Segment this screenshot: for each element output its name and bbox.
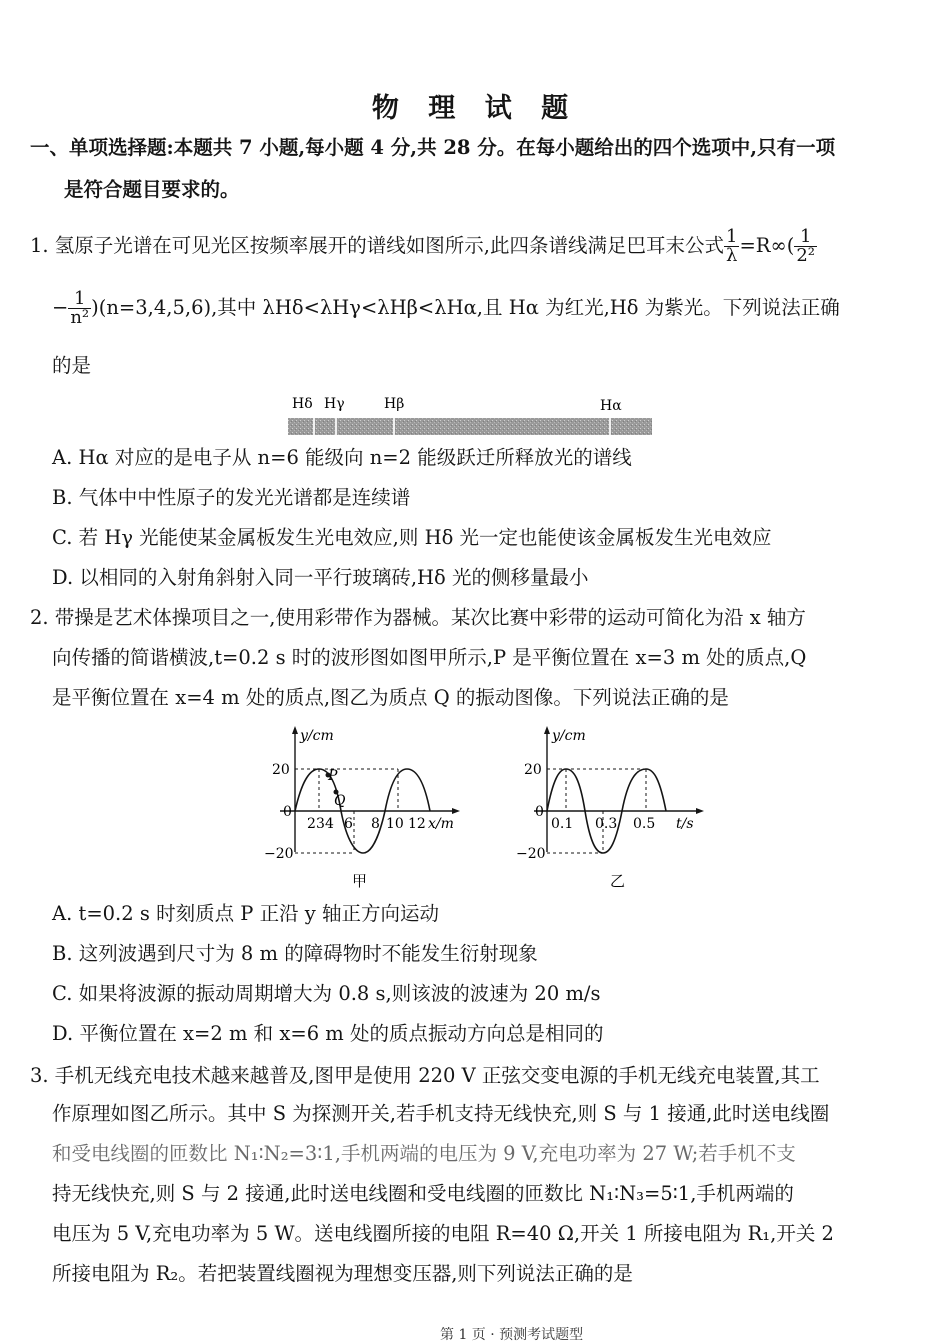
q1-option-b: B. 气体中中性原子的发光光谱都是连续谱 (52, 486, 411, 509)
q2-option-c: C. 如果将波源的振动周期增大为 0.8 s,则该波的波速为 20 m/s (52, 982, 601, 1005)
q1-option-c: C. 若 Hγ 光能使某金属板发生光电效应,则 Hδ 光一定也能使该金属板发生光电效应 (52, 526, 772, 549)
spectrum-label-h-alpha: Hα (600, 398, 622, 414)
jia-x-tick-6: 6 (344, 816, 353, 832)
jia-x-axis-label: x/m (428, 816, 454, 832)
q2-stem-line3: 是平衡位置在 x=4 m 处的质点,图乙为质点 Q 的振动图像。下列说法正确的是 (52, 686, 729, 709)
q2-option-a: A. t=0.2 s 时刻质点 P 正沿 y 轴正方向运动 (52, 902, 440, 925)
q1-stem-text2: )(n=3,4,5,6),其中 λHδ<λHγ<λHβ<λHα,且 Hα 为红光,Hδ 为紫光。下列说法正确 (91, 296, 840, 319)
spectrum-label-h-gamma: Hγ (324, 396, 345, 412)
jia-y-tick-20: 20 (272, 762, 290, 778)
q2-option-b: B. 这列波遇到尺寸为 8 m 的障碍物时不能发生衍射现象 (52, 942, 538, 965)
x-axis-arrow-icon (696, 808, 704, 814)
yi-y-tick-0: 0 (535, 804, 544, 820)
y-axis-arrow-icon (292, 726, 298, 734)
spectrum-label-h-beta: Hβ (384, 396, 405, 412)
q1-stem-line1 (30, 228, 817, 265)
yi-x-tick-0-5: 0.5 (633, 816, 656, 832)
yi-x-axis-label: t/s (676, 816, 694, 832)
q1-option-d: D. 以相同的入射角斜射入同一平行玻璃砖,Hδ 光的侧移量最小 (52, 566, 589, 589)
wave-graph-jia (250, 722, 470, 894)
formula-fraction-3: $\frac{1}{\text{n²}}$ (70, 288, 90, 328)
jia-x-tick-12: 12 (408, 816, 426, 832)
jia-x-tick-4: 4 (325, 816, 334, 832)
x-axis-arrow-icon (452, 808, 460, 814)
jia-x-tick-10: 10 (386, 816, 404, 832)
yi-x-tick-0-1: 0.1 (551, 816, 574, 832)
q3-stem-line3: 和受电线圈的匝数比 N₁∶N₂=3∶1,手机两端的电压为 9 V,充电功率为 27 W;若手机不支 (52, 1142, 796, 1165)
page-title: 物 理 试 题 (371, 93, 579, 124)
spectrum-figure (280, 392, 660, 440)
formula-mid: =R∞( (739, 234, 795, 257)
q3-stem-line5: 电压为 5 V,充电功率为 5 W。送电线圈所接的电阻 R=40 Ω,开关 1 所接电阻为 R₁,开关 2 (52, 1222, 834, 1245)
vibration-graph-yi (504, 722, 724, 894)
jia-y-tick-neg20: −20 (264, 846, 294, 862)
q2-stem-line1: 2. 带操是艺术体操项目之一,使用彩带作为器械。某次比赛中彩带的运动可简化为沿 x 轴方 (30, 606, 806, 629)
q3-stem-line6: 所接电阻为 R₂。若把装置线圈视为理想变压器,则下列说法正确的是 (52, 1262, 633, 1285)
page-footer: 第 1 页 · 预测考试题型 (440, 1327, 584, 1343)
yi-y-axis-label: y/cm (552, 728, 586, 744)
yi-y-tick-20: 20 (524, 762, 542, 778)
q2-stem-line2: 向传播的简谐横波,t=0.2 s 时的波形图如图甲所示,P 是平衡位置在 x=3 m 处的质点,Q (52, 646, 807, 669)
q3-stem-line1: 3. 手机无线充电技术越来越普及,图甲是使用 220 V 正弦交变电源的手机无线充电装置,其工 (30, 1064, 820, 1087)
jia-x-tick-2: 2 (307, 816, 316, 832)
point-p-label: P (328, 768, 338, 784)
section-header-line2: 是符合题目要求的。 (64, 178, 240, 201)
q2-option-d: D. 平衡位置在 x=2 m 和 x=6 m 处的质点振动方向总是相同的 (52, 1022, 604, 1045)
q3-stem-line2: 作原理如图乙所示。其中 S 为探测开关,若手机支持无线快充,则 S 与 1 接通,此时送电线圈 (52, 1102, 830, 1125)
jia-caption: 甲 (352, 872, 368, 890)
q1-stem-line2: − $\frac{1}{\text{n²}}$ )(n=3,4,5,6),其中 λHδ<λHγ<λHβ<λHα,且 Hα 为红光,Hδ 为紫光。下列说法正确 (52, 288, 840, 328)
q3-stem-line4: 持无线快充,则 S 与 2 接通,此时送电线圈和受电线圈的匝数比 N₁∶N₃=5∶1,手机两端的 (52, 1182, 794, 1205)
spectrum-label-h-delta: Hδ (292, 396, 313, 412)
spectrum-band (288, 418, 652, 435)
jia-y-tick-0: 0 (283, 804, 292, 820)
q1-option-a: A. Hα 对应的是电子从 n=6 能级向 n=2 能级跃迁所释放光的谱线 (52, 446, 632, 469)
section-header-line1: 一、单项选择题:本题共 7 小题,每小题 4 分,共 28 分。在每小题给出的四个选项中,只有一项 (30, 136, 836, 159)
point-q-label: Q (334, 793, 346, 809)
jia-x-tick-8: 8 (371, 816, 380, 832)
formula-fraction-2: $\frac{1}{\text{2²}}$ (796, 226, 816, 266)
yi-caption: 乙 (610, 872, 626, 890)
jia-y-axis-label: y/cm (300, 728, 334, 744)
y-axis-arrow-icon (544, 726, 550, 734)
jia-x-tick-3: 3 (316, 816, 325, 832)
yi-x-tick-0-3: 0.3 (595, 816, 618, 832)
yi-y-tick-neg20: −20 (516, 846, 546, 862)
q1-stem-line3: 的是 (52, 354, 92, 377)
formula-fraction-1: $\frac{1}{\lambda}$ (726, 226, 738, 266)
q1-stem-text: 1. 氢原子光谱在可见光区按频率展开的谱线如图所示,此四条谱线满足巴耳末公式 (30, 234, 725, 257)
